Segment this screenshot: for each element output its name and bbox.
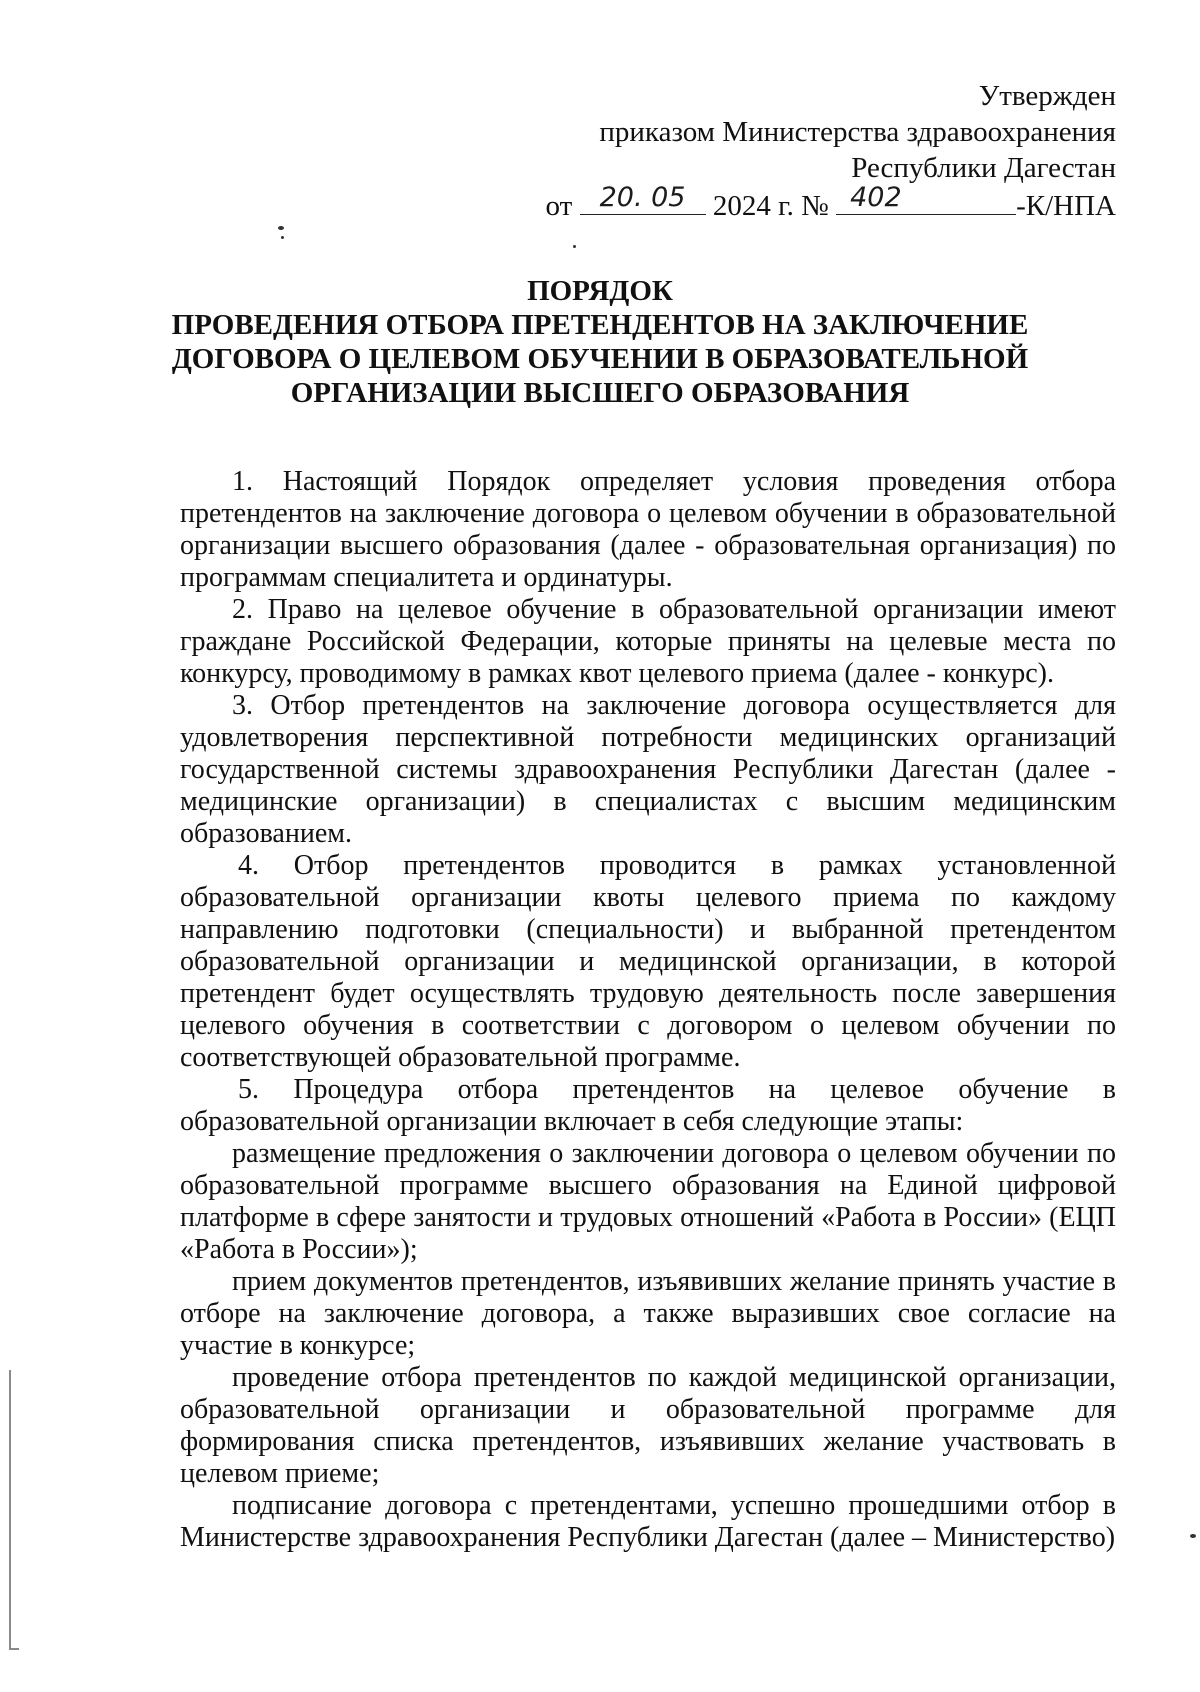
stage-2: прием документов претендентов, изъявивших желание принять участие в отборе на заключение договора, а также выразивших свое согласие на участие в конкурсе; [180, 1266, 1116, 1361]
stage-1: размещение предложения о заключении договора о целевом обучении по образовательной программе высшего образования на Единой цифровой платформе в сфере занятости и трудовых отношений «Работа в России» (ЕЦП «Работа в России»); [180, 1138, 1116, 1265]
title-line-2: ПРОВЕДЕНИЯ ОТБОРА ПРЕТЕНДЕНТОВ НА ЗАКЛЮЧЕНИЕ [171, 309, 1029, 341]
scan-speck [573, 245, 576, 248]
date-blank [580, 182, 706, 215]
number-suffix: -К/НПА [1016, 190, 1116, 222]
approval-line-3: Республики Дагестан [851, 152, 1116, 184]
paragraph-2: 2. Право на целевое обучение в образовательной организации имеют граждане Российской Федерации, которые приняты на целевые места по конкурсу, проводимому в рамках квот целевого приема (далее - конкурс). [180, 594, 1116, 689]
approval-line-1: Утвержден [978, 80, 1116, 112]
scan-margin-tick [9, 1648, 19, 1650]
title-line-4: ОРГАНИЗАЦИИ ВЫСШЕГО ОБРАЗОВАНИЯ [290, 377, 910, 409]
scan-speck [281, 236, 284, 239]
document-body [180, 466, 1116, 1554]
paragraph-4: 4. Отбор претендентов проводится в рамках установленной образовательной организации квоты целевого приема по каждому направлению подготовки (специальности) и выбранной претендентом образовательной организации и медицинской организации, в которой претендент будет осуществлять трудовую деятельность после завершения целевого обучения в соответствии с договором о целевом обучении по соответствующей образовательной программе. [180, 850, 1116, 1073]
handwritten-number: 402 [850, 182, 902, 213]
document-title [0, 274, 1200, 410]
date-prefix: от [545, 190, 573, 222]
paragraph-5: 5. Процедура отбора претендентов на целевое обучение в образовательной организации включает в себя следующие этапы: [180, 1074, 1116, 1137]
paragraph-3: 3. Отбор претендентов на заключение договора осуществляется для удовлетворения перспективной потребности медицинских организаций государственной системы здравоохранения Республики Дагестан (далее - медицинские организации) в специалистах с высшим медицинским образованием. [180, 690, 1116, 849]
approval-date-line [545, 182, 1116, 224]
title-line-1: ПОРЯДОК [527, 275, 673, 307]
paragraph-1: 1. Настоящий Порядок определяет условия проведения отбора претендентов на заключение договора о целевом обучении в образовательной организации высшего образования (далее - образовательная организация) по программам специалитета и ординатуры. [180, 466, 1116, 593]
number-blank [836, 182, 1016, 215]
stage-3: проведение отбора претендентов по каждой медицинской организации, образовательной организации и образовательной программе для формирования списка претендентов, изъявивших желание участвовать в целевом приеме; [180, 1362, 1116, 1489]
scan-margin-line [9, 1370, 11, 1650]
year-text: 2024 г. № [712, 190, 829, 222]
scan-speck [278, 226, 284, 230]
approval-line-2: приказом Министерства здравоохранения [599, 116, 1116, 148]
approval-stamp-block [546, 78, 1116, 224]
stage-4: подписание договора с претендентами, успешно прошедшими отбор в Министерстве здравоохранения Республики Дагестан (далее – Министерство) [180, 1490, 1116, 1553]
title-line-3: ДОГОВОРА О ЦЕЛЕВОМ ОБУЧЕНИИ В ОБРАЗОВАТЕЛЬНОЙ [171, 343, 1029, 375]
scan-speck [1190, 1534, 1196, 1538]
handwritten-date: 20. 05 [599, 182, 686, 213]
